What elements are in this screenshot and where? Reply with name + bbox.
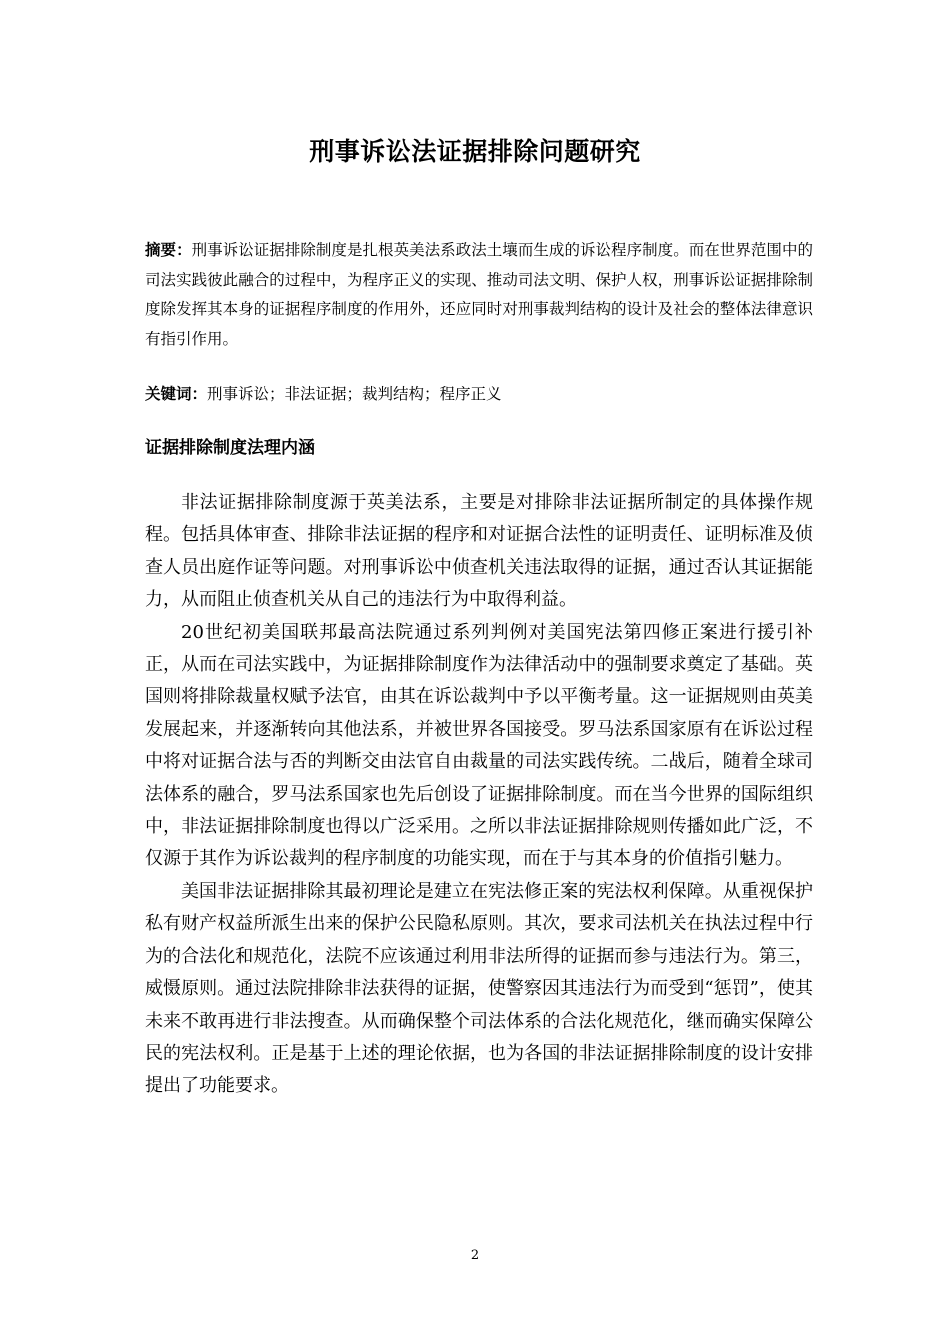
- abstract: [145, 236, 813, 354]
- keywords-text: 刑事诉讼；非法证据；裁判结构；程序正义: [207, 385, 502, 403]
- body-paragraph: 美国非法证据排除其最初理论是建立在宪法修正案的宪法权利保障。从重视保护私有财产权益所派生出来的保护公民隐私原则。其次，要求司法机关在执法过程中行为的合法化和规范化，法院不应该通过利用非法所得的证据而参与违法行为。第三，威慑原则。通过法院排除非法获得的证据，使警察因其违法行为而受到“惩罚”，使其未来不敢再进行非法搜查。从而确保整个司法体系的合法化规范化，继而确实保障公民的宪法权利。正是基于上述的理论依据，也为各国的非法证据排除制度的设计安排提出了功能要求。: [145, 880, 813, 1097]
- body-paragraph: 非法证据排除制度源于英美法系，主要是对排除非法证据所制定的具体操作规程。包括具体审查、排除非法证据的程序和对证据合法性的证明责任、证明标准及侦查人员出庭作证等问题。对刑事诉讼中侦查机关违法取得的证据，通过否认其证据能力，从而阻止侦查机关从自己的违法行为中取得利益。: [145, 492, 813, 611]
- body-paragraph: 20世纪初美国联邦最高法院通过系列判例对美国宪法第四修正案进行援引补正，从而在司法实践中，为证据排除制度作为法律活动中的强制要求奠定了基础。英国则将排除裁量权赋予法官，由其在诉讼裁判中予以平衡考量。这一证据规则由英美发展起来，并逐渐转向其他法系，并被世界各国接受。罗马法系国家原有在诉讼过程中将对证据合法与否的判断交由法官自由裁量的司法实践传统。二战后，随着全球司法体系的融合，罗马法系国家也先后创设了证据排除制度。而在当今世界的国际组织中，非法证据排除制度也得以广泛采用。之所以非法证据排除规则传播如此广泛，不仅源于其作为诉讼裁判的程序制度的功能实现，而在于与其本身的价值指引魅力。: [145, 621, 813, 870]
- keywords-label: 关键词：: [145, 385, 208, 403]
- page-number: 2: [470, 1248, 480, 1263]
- document-title: 刑事诉讼法证据排除问题研究: [309, 137, 641, 166]
- abstract-text: 刑事诉讼证据排除制度是扎根英美法系政法土壤而生成的诉讼程序制度。而在世界范围中的司法实践彼此融合的过程中，为程序正义的实现、推动司法文明、保护人权，刑事诉讼证据排除制度除发挥其本身的证据程序制度的作用外，还应同时对刑事裁判结构的设计及社会的整体法律意识有指引作用。: [145, 241, 813, 348]
- abstract-label: 摘要：: [145, 241, 192, 259]
- section-heading: 证据排除制度法理内涵: [145, 438, 315, 458]
- body-text: [145, 487, 813, 1103]
- keywords: [145, 382, 813, 406]
